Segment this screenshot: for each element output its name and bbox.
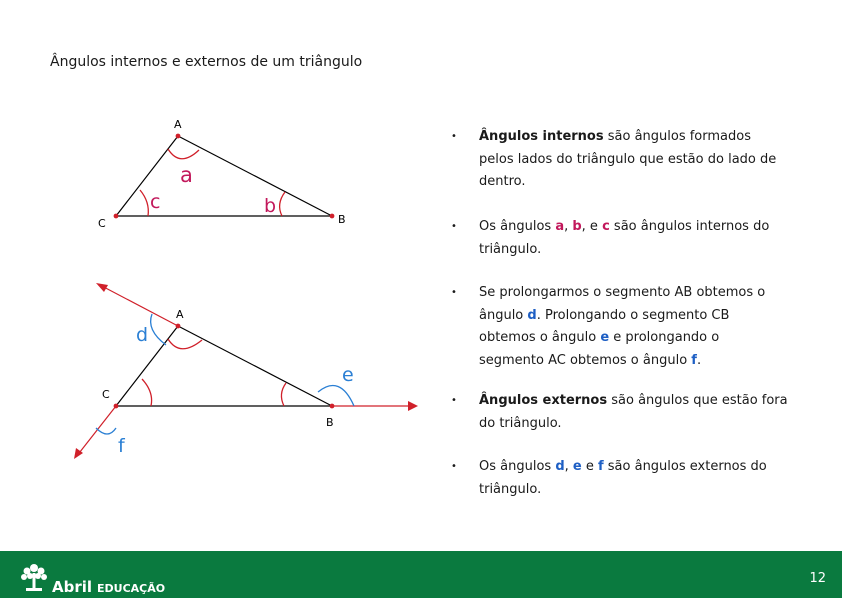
triangle-external-figure (74, 283, 418, 459)
bullet-text: , (564, 459, 573, 474)
bullet-internal-definition (448, 126, 788, 216)
bullet-external-definition (448, 390, 788, 456)
bullet-text: são ângulos internos do triângulo. (479, 219, 770, 257)
bullet-dot: • (451, 131, 457, 142)
arc-angle-f (96, 428, 116, 434)
triangle-internal-figure (98, 118, 346, 230)
point-b (330, 214, 335, 219)
bullet-text: são ângulos formados pelos lados do triângulo que estão do lado de dentro. (479, 129, 777, 189)
angle-ref-c: c (602, 219, 610, 234)
bullet-text: . (696, 352, 702, 368)
vertex-label-b: B (326, 416, 334, 429)
bullet-extensions (448, 282, 788, 390)
bullet-text: Os ângulos (479, 219, 556, 234)
angle-ref-d: d (527, 307, 537, 323)
bullet-text: são ângulos externos do triângulo. (479, 459, 767, 497)
point-c (114, 214, 119, 219)
angle-ref-e: e (600, 330, 610, 345)
vertex-label-a: A (176, 308, 184, 321)
brand-name: Abril (52, 578, 93, 596)
bullet-text: . Prolongando o segmento CB obtemos o ângulo (479, 307, 730, 345)
bullet-text: , (564, 219, 573, 234)
angle-ref-d: d (555, 459, 565, 474)
vertex-label-b: B (338, 213, 346, 226)
bullet-dot: • (451, 461, 457, 472)
arrow-head-cb (408, 401, 418, 411)
arc-angle-c (140, 190, 148, 216)
bullet-dot: • (451, 287, 457, 298)
angle-ref-f: f (691, 352, 697, 368)
tree-logo-icon (18, 559, 50, 593)
arc-interior-b (281, 383, 286, 406)
bullet-text: Se prolongarmos o segmento AB obtemos o ângulo (479, 285, 766, 323)
bullet-text: Os ângulos (479, 459, 556, 474)
bullet-list (448, 126, 788, 501)
term-internal: Ângulos internos (479, 129, 604, 144)
angle-label-d: d (136, 324, 149, 346)
arc-interior-c (142, 379, 152, 406)
bullet-dot: • (451, 221, 457, 232)
arc-angle-e (318, 386, 354, 406)
point-a (176, 134, 181, 139)
term-external: Ângulos externos (479, 393, 608, 408)
angle-ref-a: a (555, 219, 565, 234)
extension-ab (98, 284, 178, 326)
side-ab (178, 136, 332, 216)
arc-interior-a (168, 339, 202, 349)
bullet-text: , e (581, 219, 603, 234)
vertex-label-c: C (98, 217, 106, 230)
vertex-label-a: A (174, 118, 182, 131)
side-ab (178, 326, 332, 406)
point-a (176, 324, 181, 329)
footer-bar (0, 551, 842, 598)
page-title: Ângulos internos e externos de um triângulo (50, 54, 363, 70)
arrow-head-ab (96, 283, 108, 292)
point-c (114, 404, 119, 409)
bullet-text: e (581, 459, 598, 474)
extension-ac (76, 406, 116, 457)
bullet-text: e prolongando o segmento AC obtemos o ângulo (479, 330, 720, 368)
page-number: 12 (809, 571, 826, 586)
angle-ref-f: f (597, 459, 604, 474)
point-b (330, 404, 335, 409)
angle-label-b: b (264, 195, 277, 217)
bullet-text: são ângulos que estão fora do triângulo. (479, 393, 788, 431)
arc-angle-a (168, 149, 199, 159)
angle-label-f: f (118, 435, 125, 457)
angle-ref-e: e (572, 459, 582, 474)
vertex-label-c: C (102, 388, 110, 401)
angle-ref-b: b (572, 219, 582, 234)
bullet-dot: • (451, 395, 457, 406)
arc-angle-b (280, 192, 285, 216)
angle-label-a: a (180, 163, 193, 187)
brand-subtitle: EDUCAÇÃO (97, 582, 166, 595)
angle-label-e: e (342, 364, 354, 386)
angle-label-c: c (150, 191, 161, 213)
bullet-internal-angles (448, 216, 788, 282)
bullet-external-angles (448, 456, 788, 501)
